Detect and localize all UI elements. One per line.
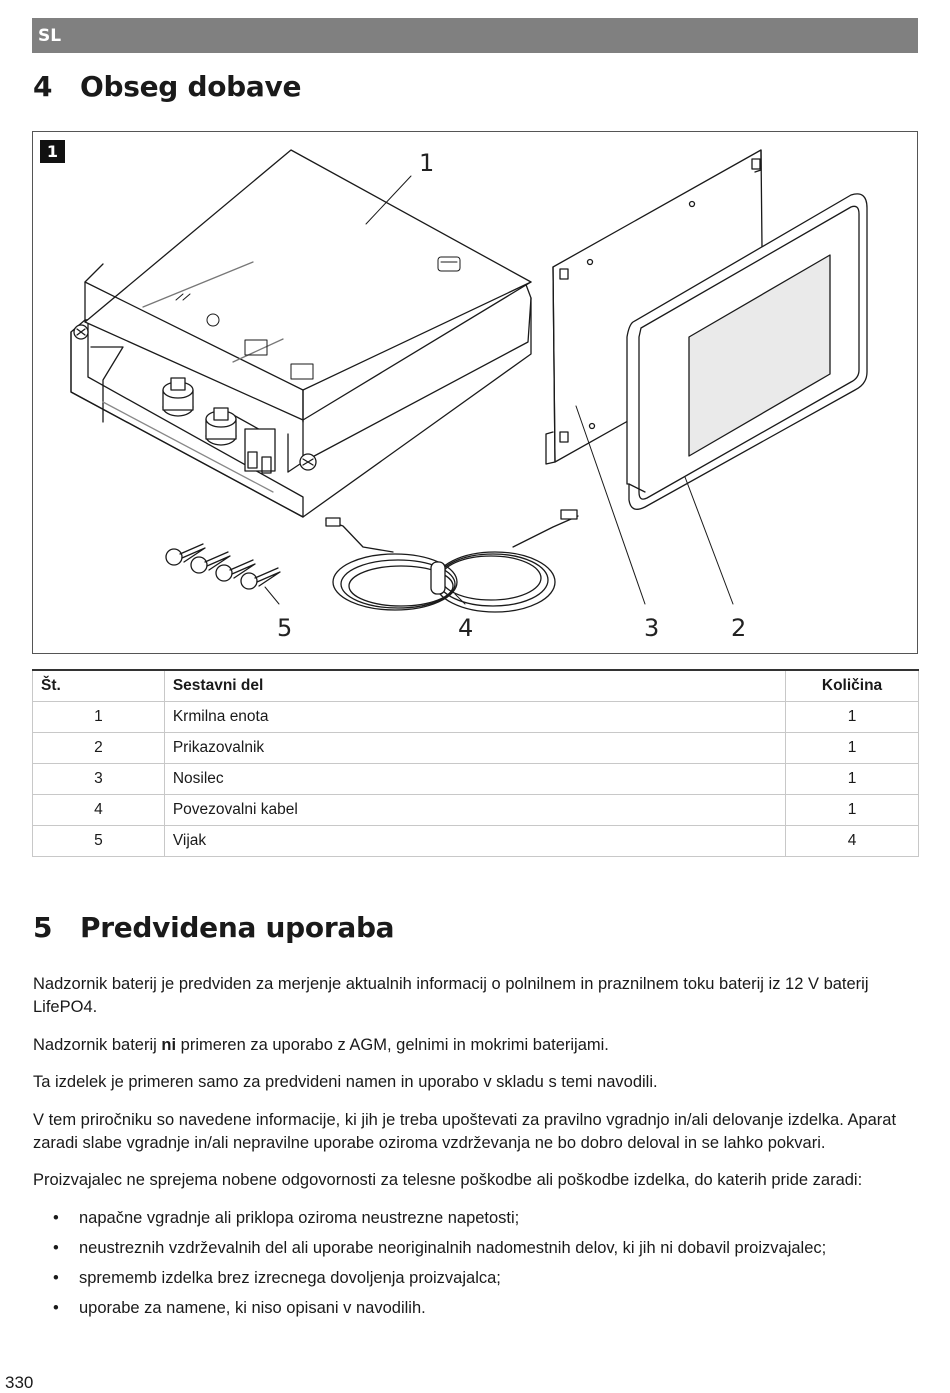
table-row xyxy=(33,794,919,825)
table-row xyxy=(33,701,919,732)
callout-3: 3 xyxy=(644,614,660,642)
col-header-number: Št. xyxy=(33,670,165,701)
list-item: • neustreznih vzdrževalnih del ali uporabe neoriginalnih nadomestnih delov, ki jih ni dobavil proizvajalec; xyxy=(33,1237,913,1267)
section-title: Obseg dobave xyxy=(80,70,302,103)
cell-number: 3 xyxy=(33,763,165,794)
product-illustration xyxy=(33,132,919,655)
table-row xyxy=(33,763,919,794)
section-number: 4 xyxy=(33,70,53,103)
callout-4: 4 xyxy=(458,614,474,642)
cell-quantity: 1 xyxy=(786,732,919,763)
parts-table xyxy=(32,669,919,857)
cell-number: 5 xyxy=(33,825,165,856)
figure-scope-of-delivery xyxy=(32,131,918,654)
callout-2: 2 xyxy=(731,614,747,642)
paragraph-manual-info: V tem priročniku so navedene informacije, ki jih je treba upoštevati za pravilno vgradnjo in/ali delovanje izdelka. Aparat zaradi slabe vgradnje in/ali nepravilne uporabe oziroma vzdrževanja ne bo dobro deloval in se lahko pokvari. xyxy=(33,1111,897,1152)
text-run: Nadzornik baterij xyxy=(33,1036,162,1054)
paragraph-purpose: Nadzornik baterij je predviden za merjenje aktualnih informacij o polnilnem in praznilnem toku baterij iz 12 V baterij LifePO4. xyxy=(33,975,869,1016)
cell-component: Nosilec xyxy=(164,763,785,794)
section-number: 5 xyxy=(33,911,53,944)
leader-line-5 xyxy=(265,587,279,604)
cell-number: 2 xyxy=(33,732,165,763)
screws-drawing xyxy=(166,544,280,589)
list-item: • uporabe za namene, ki niso opisani v navodilih. xyxy=(33,1297,913,1327)
language-code: SL xyxy=(38,26,62,46)
paragraph-intended-use: Ta izdelek je primeren samo za predvideni namen in uporabo v skladu s temi navodili. xyxy=(33,1073,658,1091)
cable-drawing xyxy=(326,510,578,612)
section-title: Predvidena uporaba xyxy=(80,911,395,944)
liability-list xyxy=(33,1207,913,1327)
emphasis-text: ni xyxy=(161,1036,177,1054)
cell-quantity: 4 xyxy=(786,825,919,856)
table-header-row xyxy=(33,670,919,701)
paragraph-not-suitable xyxy=(33,1034,918,1057)
cell-component: Krmilna enota xyxy=(164,701,785,732)
list-item: • napačne vgradnje ali priklopa oziroma neustrezne napetosti; xyxy=(33,1207,913,1237)
cell-component: Povezovalni kabel xyxy=(164,794,785,825)
cell-component: Prikazovalnik xyxy=(164,732,785,763)
cell-quantity: 1 xyxy=(786,763,919,794)
figure-number-badge: 1 xyxy=(40,140,65,163)
language-bar xyxy=(32,18,918,53)
paragraph-liability: Proizvajalec ne sprejema nobene odgovornosti za telesne poškodbe ali poškodbe izdelka, do katerih pride zaradi: xyxy=(33,1171,863,1189)
callout-1: 1 xyxy=(419,149,435,177)
list-item: • sprememb izdelka brez izrecnega dovoljenja proizvajalca; xyxy=(33,1267,913,1297)
section-5-heading xyxy=(33,911,394,944)
cell-quantity: 1 xyxy=(786,701,919,732)
table-row xyxy=(33,825,919,856)
cell-number: 4 xyxy=(33,794,165,825)
page-number: 330 xyxy=(5,1373,34,1392)
cell-component: Vijak xyxy=(164,825,785,856)
control-unit-drawing xyxy=(71,150,531,517)
col-header-quantity: Količina xyxy=(786,670,919,701)
section-4-heading xyxy=(33,70,301,103)
text-run: primeren za uporabo z AGM, gelnimi in mokrimi baterijami. xyxy=(176,1036,609,1054)
col-header-component: Sestavni del xyxy=(164,670,785,701)
leader-line-2 xyxy=(685,477,733,604)
cell-number: 1 xyxy=(33,701,165,732)
callout-5: 5 xyxy=(277,614,293,642)
cell-quantity: 1 xyxy=(786,794,919,825)
table-row xyxy=(33,732,919,763)
